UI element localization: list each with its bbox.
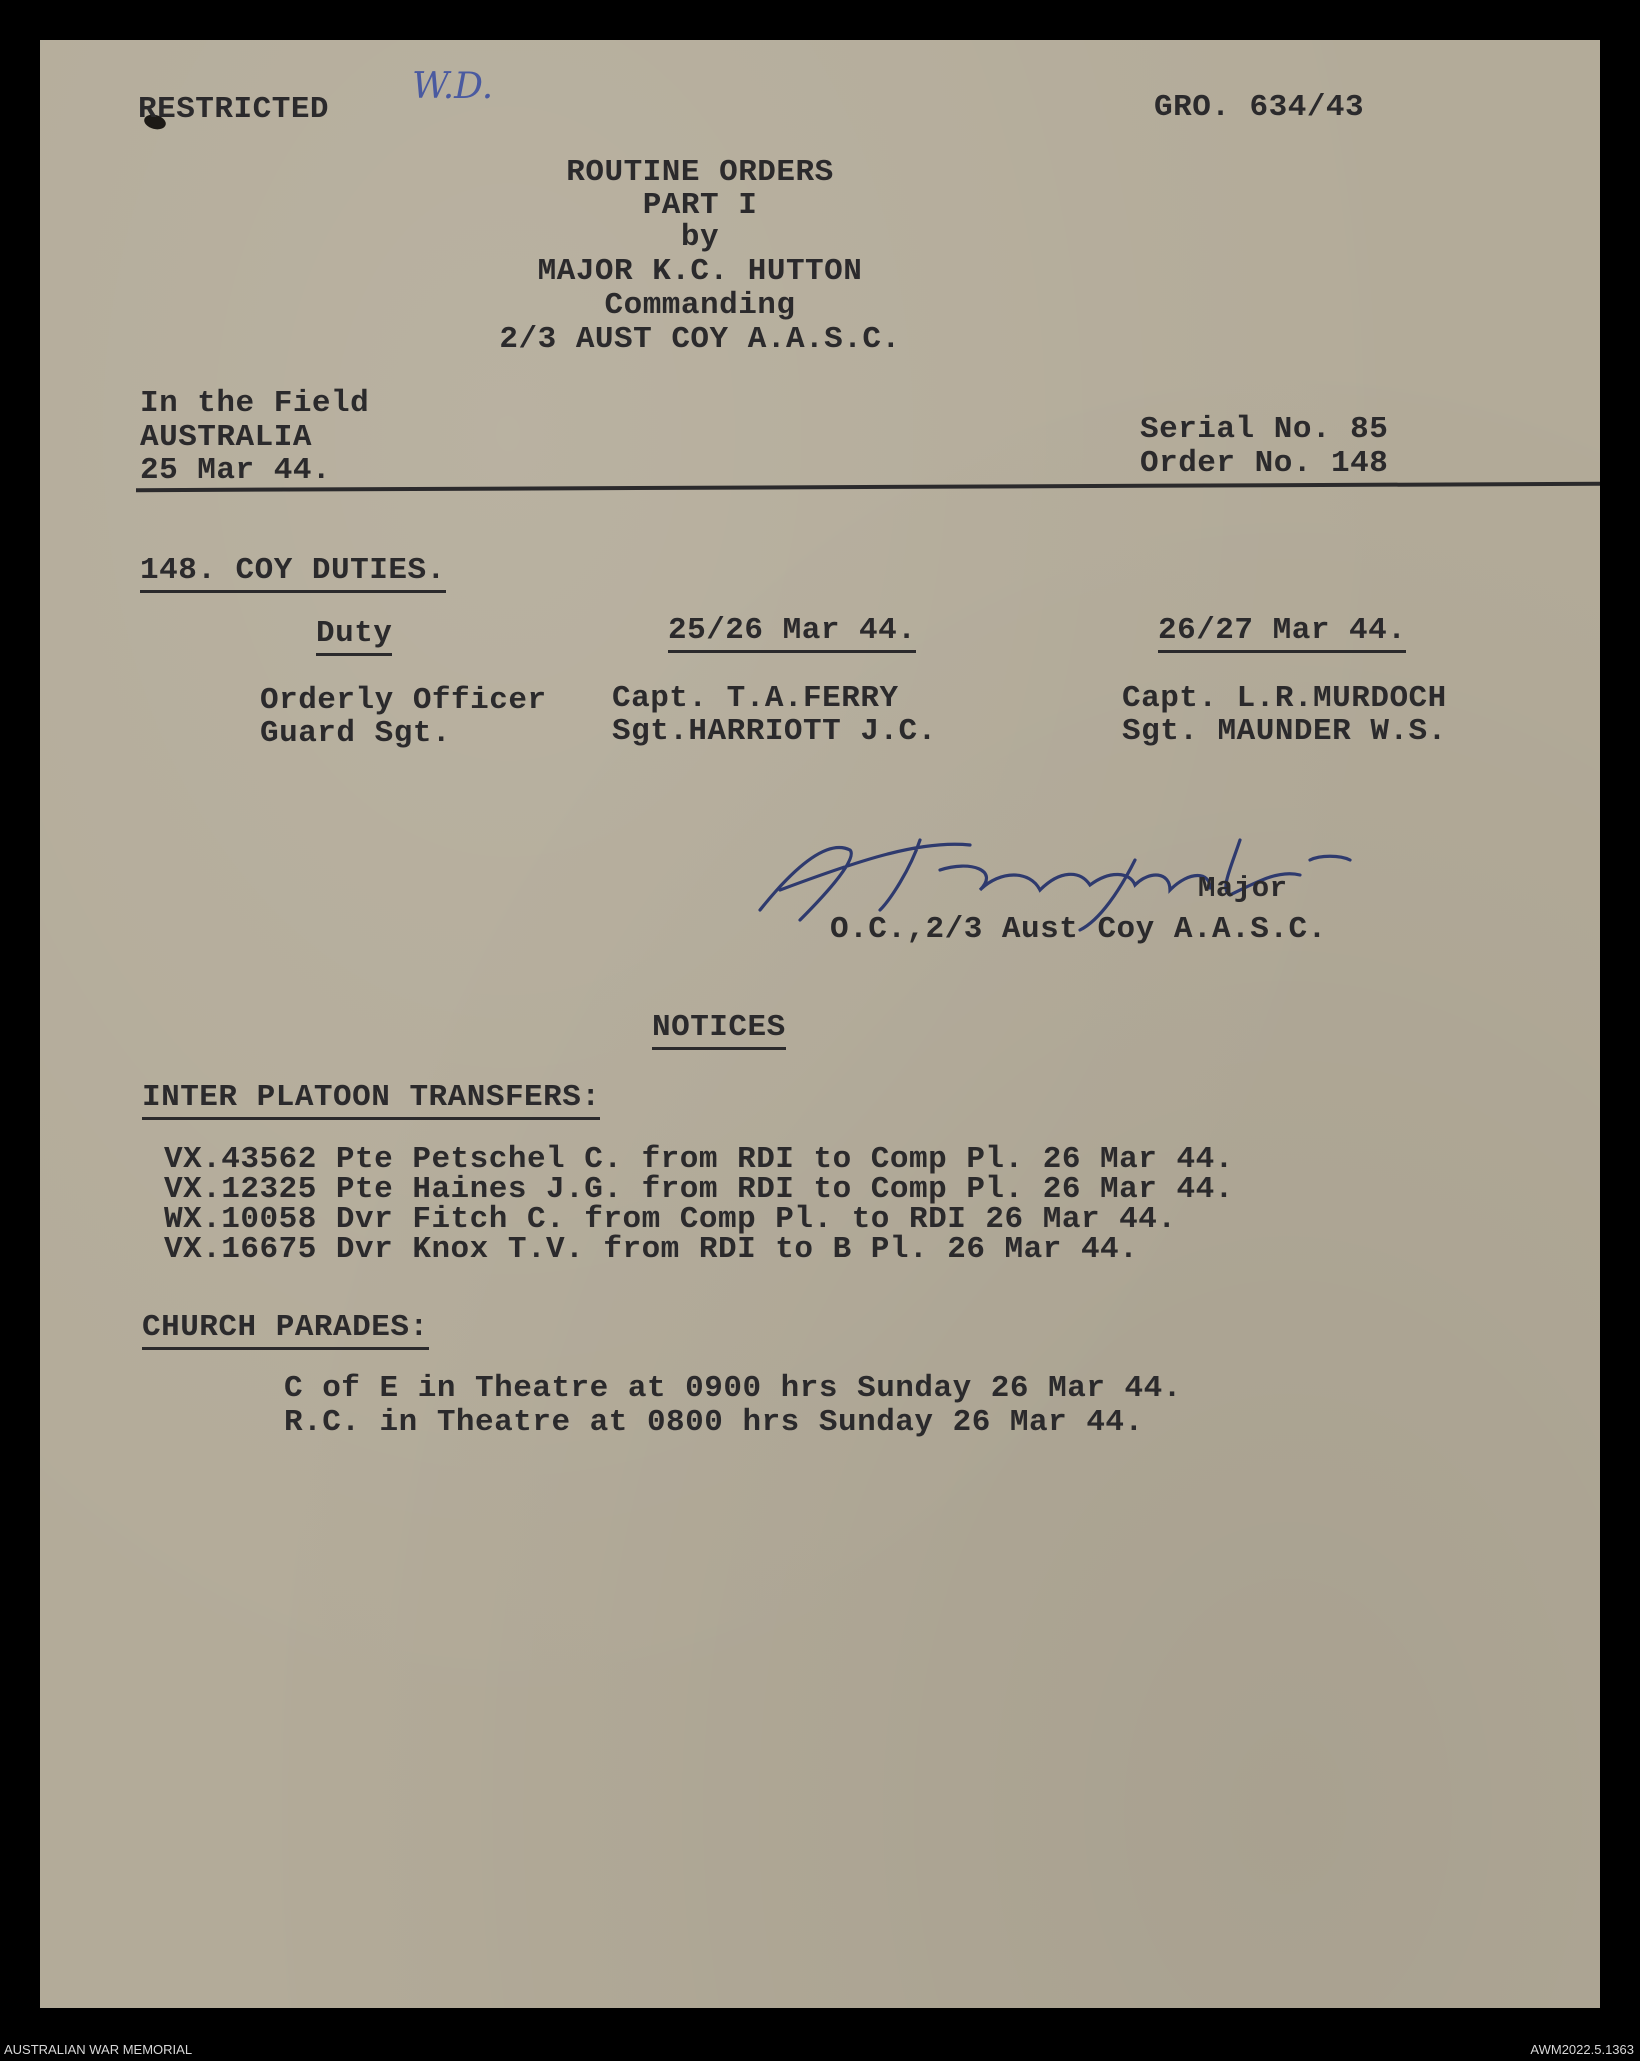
title-line-3: by [680, 220, 720, 255]
order-date: 25 Mar 44. [140, 453, 332, 488]
duty-cell: Guard Sgt. [260, 716, 452, 751]
column-header-day1: 25/26 Mar 44. [668, 613, 916, 653]
church-line: C of E in Theatre at 0900 hrs Sunday 26 Mar 44. [284, 1371, 1182, 1406]
day1-cell: Sgt.HARRIOTT J.C. [612, 714, 937, 749]
church-heading: CHURCH PARADES: [142, 1310, 429, 1350]
transfers-heading: INTER PLATOON TRANSFERS: [142, 1080, 600, 1120]
title-line-4: MAJOR K.C. HUTTON [537, 254, 863, 289]
classification-label: RESTRICTED [138, 92, 330, 127]
signatory-title: O.C.,2/3 Aust Coy A.A.S.C. [830, 912, 1327, 947]
serial-number: Serial No. 85 [1140, 412, 1389, 447]
handwritten-note: W.D. [412, 66, 494, 107]
day1-cell: Capt. T.A.FERRY [612, 681, 899, 716]
transfer-line: WX.10058 Dvr Fitch C. from Comp Pl. to RDI 26 Mar 44. [164, 1202, 1177, 1237]
duty-cell: Orderly Officer [260, 683, 547, 718]
column-header-duty: Duty [316, 616, 392, 656]
day2-cell: Capt. L.R.MURDOCH [1122, 681, 1447, 716]
transfer-line: VX.12325 Pte Haines J.G. from RDI to Comp Pl. 26 Mar 44. [164, 1172, 1234, 1207]
title-line-2: PART I [642, 188, 758, 223]
title-line-6: 2/3 AUST COY A.A.S.C. [499, 322, 901, 357]
section-heading: 148. COY DUTIES. [140, 553, 446, 593]
signatory-rank: Major [1198, 872, 1288, 905]
archive-reference: AWM2022.5.1363 [1530, 2042, 1634, 2057]
notices-heading: NOTICES [652, 1010, 786, 1050]
title-line-5: Commanding [604, 288, 796, 323]
transfer-line: VX.16675 Dvr Knox T.V. from RDI to B Pl. 26 Mar 44. [164, 1232, 1139, 1267]
archive-credit: AUSTRALIAN WAR MEMORIAL [4, 2042, 193, 2057]
column-header-day2: 26/27 Mar 44. [1158, 613, 1406, 653]
day2-cell: Sgt. MAUNDER W.S. [1122, 714, 1447, 749]
location-line-1: In the Field [140, 386, 370, 421]
transfer-line: VX.43562 Pte Petschel C. from RDI to Comp Pl. 26 Mar 44. [164, 1142, 1234, 1177]
title-line-1: ROUTINE ORDERS [566, 155, 834, 190]
location-line-2: AUSTRALIA [140, 420, 312, 455]
order-number: Order No. 148 [1140, 446, 1389, 481]
church-line: R.C. in Theatre at 0800 hrs Sunday 26 Mar 44. [284, 1405, 1144, 1440]
reference-number: GRO. 634/43 [1154, 90, 1365, 125]
